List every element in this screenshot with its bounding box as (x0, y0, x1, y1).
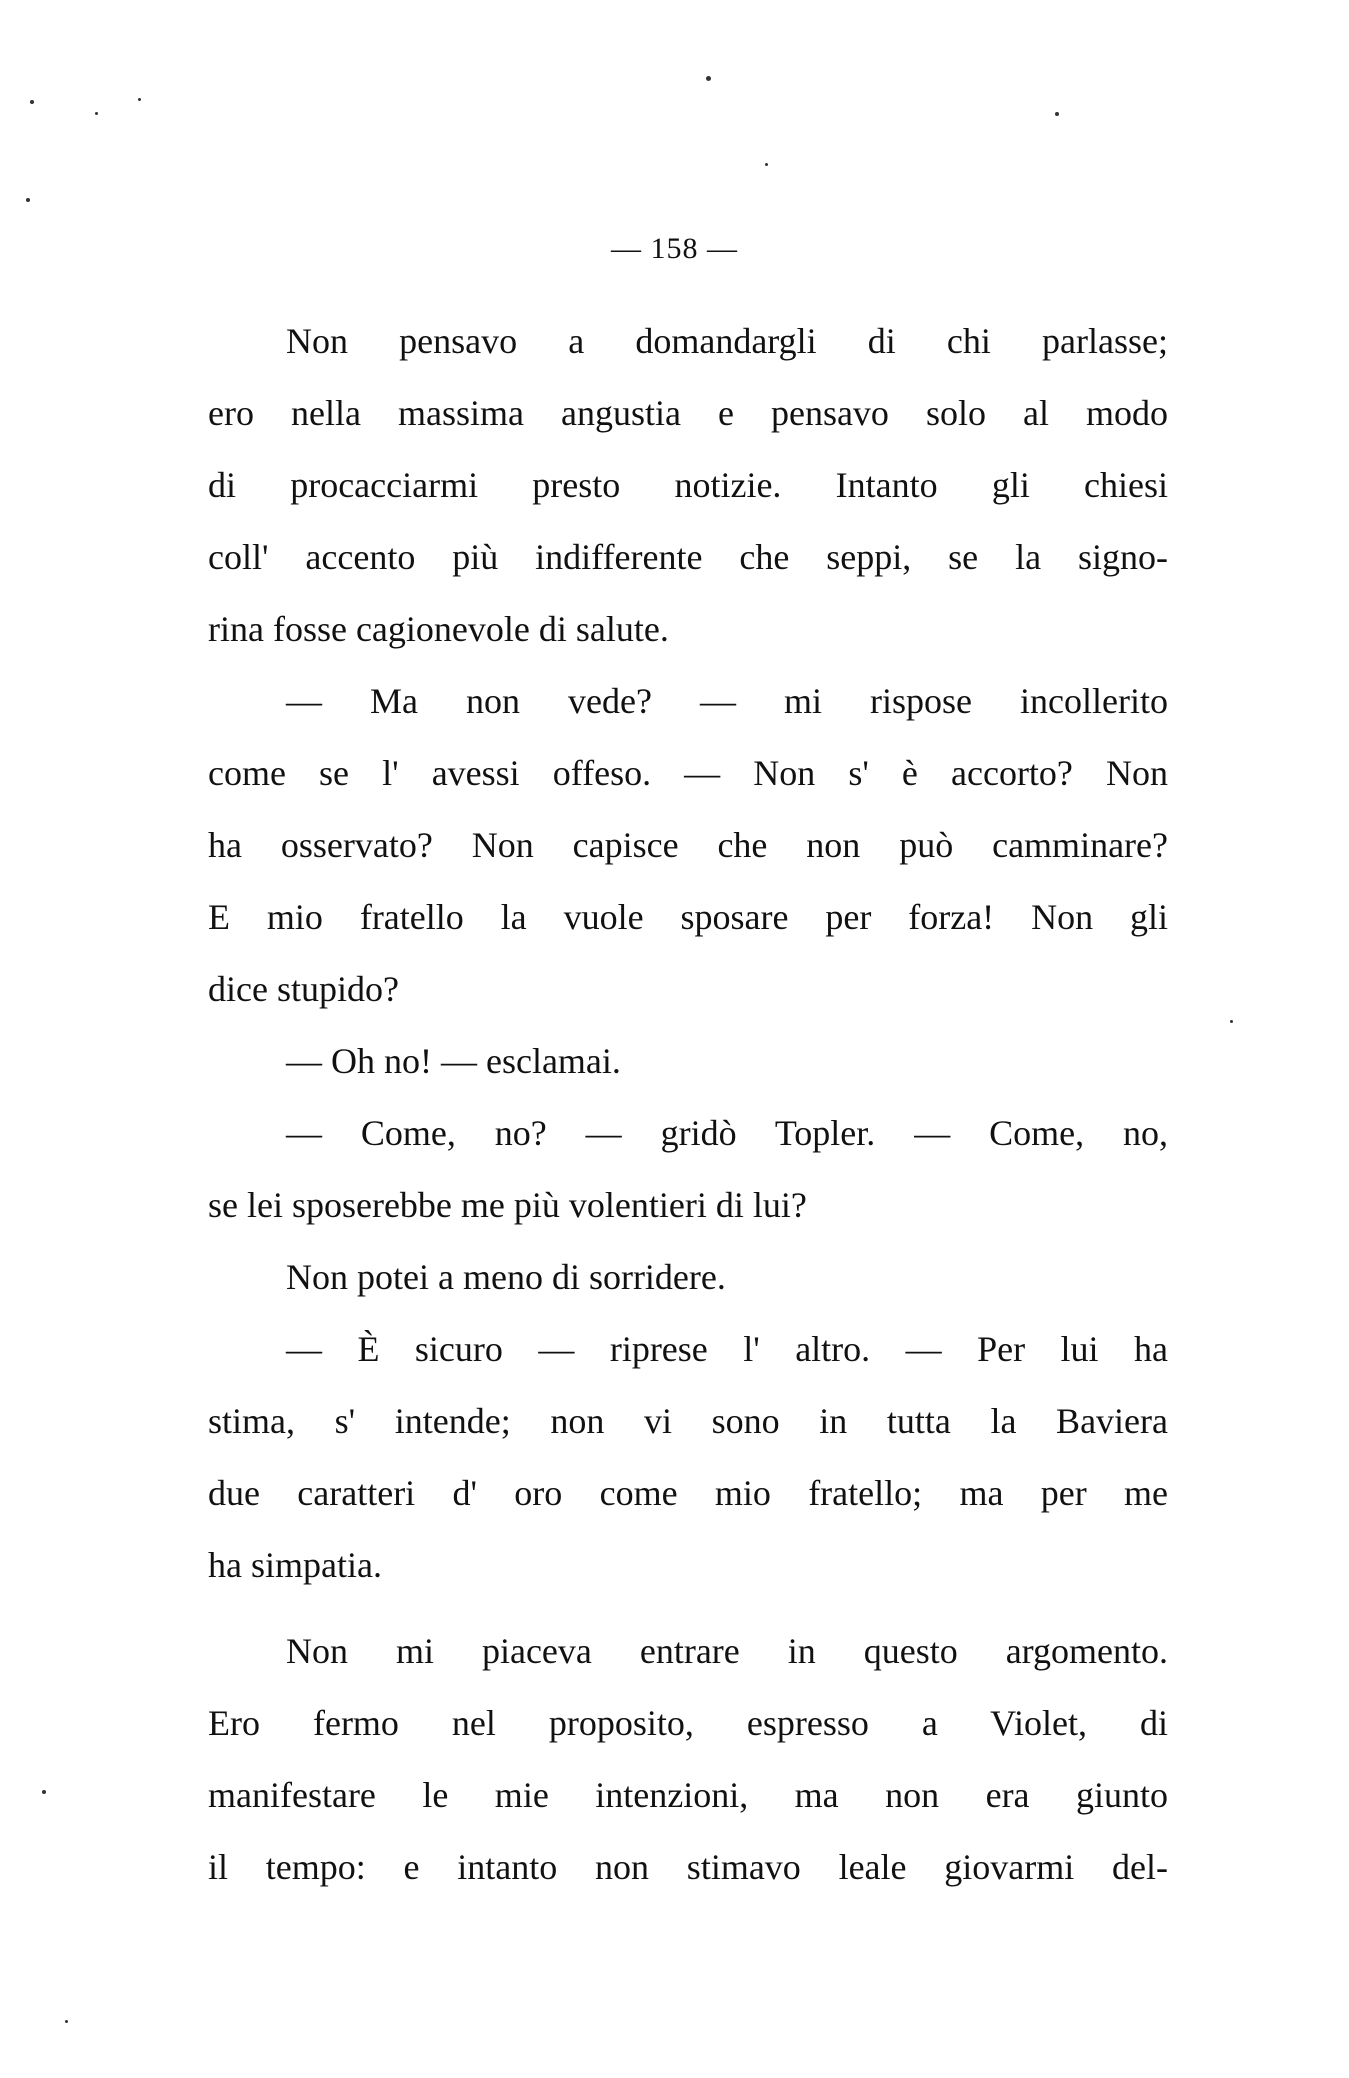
scan-speck (765, 163, 768, 166)
scan-speck (30, 100, 34, 104)
scan-speck (65, 2020, 68, 2023)
paragraph (208, 1025, 1168, 1097)
scan-speck (26, 198, 30, 202)
scan-speck (138, 98, 141, 101)
text-line: il tempo: e intanto non stimavo leale giovarmi del- (208, 1847, 1168, 1887)
text-line: stima, s' intende; non vi sono in tutta la Baviera (208, 1401, 1168, 1441)
page-number: — 158 — (611, 232, 738, 265)
text-line: coll' accento più indifferente che seppi, se la signo- (208, 537, 1168, 577)
scan-speck (1230, 1020, 1233, 1023)
scan-speck (95, 112, 98, 115)
paragraph (208, 305, 1168, 665)
text-line: — Come, no? — gridò Topler. — Come, no, (286, 1113, 1168, 1153)
text-line: di procacciarmi presto notizie. Intanto gli chiesi (208, 465, 1168, 505)
text-line: dice stupido? (208, 969, 399, 1009)
text-line: se lei sposerebbe me più volentieri di lui? (208, 1185, 807, 1225)
text-line: manifestare le mie intenzioni, ma non era giunto (208, 1775, 1168, 1815)
text-line: — Ma non vede? — mi rispose incollerito (286, 681, 1168, 721)
paragraph (208, 665, 1168, 1025)
scan-speck (1055, 112, 1059, 116)
text-line: Non pensavo a domandargli di chi parlasse; (286, 321, 1168, 361)
text-line: — Oh no! — esclamai. (286, 1041, 621, 1081)
text-line: Non mi piaceva entrare in questo argomento. (286, 1631, 1168, 1671)
text-line: E mio fratello la vuole sposare per forza! Non gli (208, 897, 1168, 937)
text-line: due caratteri d' oro come mio fratello; ma per me (208, 1473, 1168, 1513)
text-line: come se l' avessi offeso. — Non s' è accorto? Non (208, 753, 1168, 793)
paragraph (208, 1241, 1168, 1313)
text-line: rina fosse cagionevole di salute. (208, 609, 669, 649)
text-line: ha osservato? Non capisce che non può camminare? (208, 825, 1168, 865)
text-line: — È sicuro — riprese l' altro. — Per lui ha (286, 1329, 1168, 1369)
text-line: Non potei a meno di sorridere. (286, 1257, 726, 1297)
paragraph (208, 1615, 1168, 1903)
scan-speck (706, 76, 711, 81)
scan-speck (42, 1790, 46, 1794)
body-text (208, 305, 1168, 1903)
text-line: ha simpatia. (208, 1545, 382, 1585)
paragraph (208, 1313, 1168, 1601)
text-line: Ero fermo nel proposito, espresso a Violet, di (208, 1703, 1168, 1743)
text-line: ero nella massima angustia e pensavo solo al modo (208, 393, 1168, 433)
paragraph (208, 1097, 1168, 1241)
